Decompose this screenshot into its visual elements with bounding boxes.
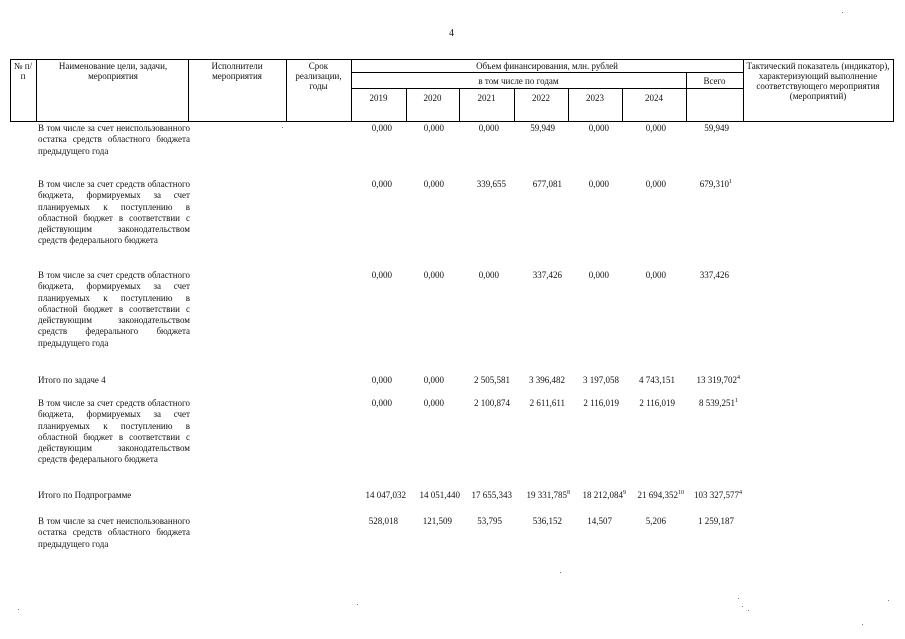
row-value: 0,000 bbox=[371, 179, 392, 189]
scan-speck bbox=[842, 12, 843, 13]
footnote-mark: 1 bbox=[729, 179, 732, 185]
row-value: 0,000 bbox=[588, 270, 609, 280]
row-value: 0,000 bbox=[423, 123, 444, 133]
row-name: В том числе за счет средств областного бюджета, формируемых за счет планируемых к поступлению в областной бюджет в соответствии с действующим законодательством средств федерального бюджета bbox=[38, 179, 190, 246]
row-value: 3 197,058 bbox=[583, 375, 619, 385]
row-value: 0,000 bbox=[645, 270, 666, 280]
row-value: 677,081 bbox=[532, 179, 562, 189]
row-name: В том числе за счет неиспользованного остатка средств областного бюджета предыдущего года bbox=[38, 123, 190, 156]
page-number: 4 bbox=[449, 28, 454, 39]
row-value: 18 212,084$^9$ bbox=[582, 490, 626, 500]
header-by-years: в том числе по годам bbox=[478, 76, 559, 86]
row-total: 8 539,251$^1$ bbox=[699, 398, 738, 408]
row-value: 0,000 bbox=[371, 398, 392, 408]
row-value: 0,000 bbox=[478, 270, 499, 280]
row-value: 59,949 bbox=[530, 123, 555, 133]
row-value: 2 505,581 bbox=[474, 375, 510, 385]
row-value: 0,000 bbox=[588, 123, 609, 133]
row-value: 121,509 bbox=[422, 516, 452, 526]
scan-speck bbox=[748, 610, 749, 611]
header-year: 2023 bbox=[586, 93, 604, 103]
header-funding: Объем финансирования, млн. рублей bbox=[476, 61, 618, 71]
row-value: 0,000 bbox=[645, 123, 666, 133]
footnote-mark: 1 bbox=[735, 398, 738, 404]
row-value: 0,000 bbox=[371, 375, 392, 385]
row-value: 0,000 bbox=[478, 123, 499, 133]
row-value: 14 047,032 bbox=[365, 490, 406, 500]
header-year: 2020 bbox=[423, 93, 442, 103]
header-total: Всего bbox=[703, 76, 726, 86]
header-indicator: Тактический показатель (индикатор), характеризующий выполнение соответствующего мероприятия (мероприятий) bbox=[746, 61, 890, 101]
row-value: 5,206 bbox=[645, 516, 666, 526]
row-value: 2 116,019 bbox=[583, 398, 619, 408]
row-value: 21 694,352$^{10}$ bbox=[637, 490, 684, 500]
scan-speck bbox=[18, 609, 19, 610]
row-value: 0,000 bbox=[371, 123, 392, 133]
row-value: 19 331,785$^8$ bbox=[526, 490, 570, 500]
row-value: 339,655 bbox=[476, 179, 506, 189]
row-total: 679,310$^1$ bbox=[699, 179, 732, 189]
header-year: 2022 bbox=[532, 93, 550, 103]
scan-speck bbox=[862, 624, 863, 625]
header-num: № п/п bbox=[13, 61, 33, 81]
row-value: 536,152 bbox=[532, 516, 562, 526]
row-total: 59,949 bbox=[704, 123, 729, 133]
row-value: 4 743,151 bbox=[639, 375, 675, 385]
scan-speck bbox=[282, 127, 283, 128]
row-value: 0,000 bbox=[423, 398, 444, 408]
row-value: 0,000 bbox=[588, 179, 609, 189]
scan-speck bbox=[357, 604, 358, 605]
row-value: 53,795 bbox=[477, 516, 502, 526]
row-name: В том числе за счет средств областного бюджета, формируемых за счет планируемых к поступлению в областной бюджет в соответствии с действующим законодательством средств федерального бюджета предыдущего года bbox=[38, 270, 190, 348]
row-value: 14 051,440 bbox=[419, 490, 460, 500]
row-value: 0,000 bbox=[423, 179, 444, 189]
row-value: 2 116,019 bbox=[639, 398, 675, 408]
row-value: 0,000 bbox=[423, 270, 444, 280]
footnote-mark: 9 bbox=[623, 490, 626, 496]
row-total: 1 259,187 bbox=[698, 516, 734, 526]
header-executors: Исполнители мероприятия bbox=[211, 61, 263, 81]
row-name: Итого по задаче 4 bbox=[38, 375, 106, 385]
row-total: 13 319,702$^4$ bbox=[696, 375, 740, 385]
row-value: 2 100,874 bbox=[474, 398, 510, 408]
row-value: 17 655,343 bbox=[471, 490, 512, 500]
footnote-mark: 4 bbox=[739, 490, 742, 496]
row-total: 337,426 bbox=[699, 270, 729, 280]
row-total: 103 327,577$^4$ bbox=[694, 490, 742, 500]
footnote-mark: 8 bbox=[567, 490, 570, 496]
scan-speck bbox=[888, 600, 889, 601]
row-value: 337,426 bbox=[532, 270, 562, 280]
header-year: 2021 bbox=[477, 93, 496, 103]
footnote-mark: 4 bbox=[737, 375, 740, 381]
header-year: 2019 bbox=[369, 93, 388, 103]
row-value: 2 611,611 bbox=[529, 398, 565, 408]
row-value: 528,018 bbox=[368, 516, 398, 526]
header-term: Срок реализации, годы bbox=[295, 61, 342, 91]
row-name: В том числе за счет неиспользованного остатка средств областного бюджета предыдущего года bbox=[38, 516, 190, 549]
row-value: 3 396,482 bbox=[529, 375, 565, 385]
header-name: Наименование цели, задачи, мероприятия bbox=[58, 61, 168, 81]
scan-speck bbox=[738, 598, 739, 599]
row-value: 0,000 bbox=[645, 179, 666, 189]
scan-speck bbox=[742, 606, 743, 607]
footnote-mark: 10 bbox=[678, 490, 684, 496]
row-name: Итого по Подпрограмме bbox=[38, 490, 132, 500]
scan-speck bbox=[560, 572, 561, 573]
row-value: 14,507 bbox=[587, 516, 612, 526]
row-value: 0,000 bbox=[423, 375, 444, 385]
row-value: 0,000 bbox=[371, 270, 392, 280]
row-name: В том числе за счет средств областного бюджета, формируемых за счет планируемых к поступлению в областной бюджет в соответствии с действующим законодательством средств федерального бюджета bbox=[38, 398, 190, 465]
header-year: 2024 bbox=[645, 93, 663, 103]
